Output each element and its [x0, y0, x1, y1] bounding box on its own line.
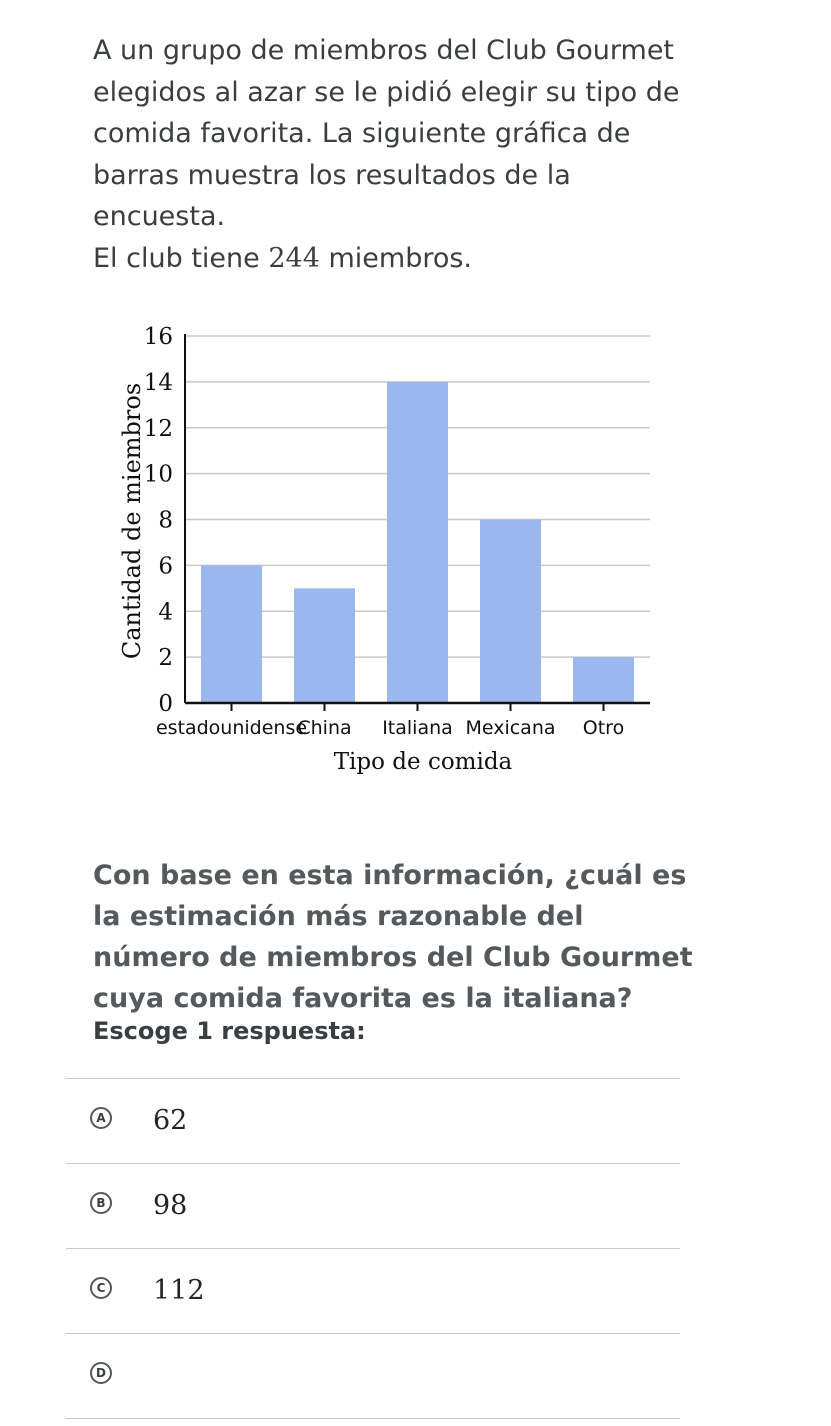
choice-a[interactable] [66, 1079, 680, 1164]
x-tick-label: Otro [582, 717, 625, 739]
y-tick-label: 2 [158, 645, 173, 672]
choice-a-value: 62 [153, 1105, 188, 1136]
choice-b-letter-icon: B [90, 1192, 112, 1214]
y-tick-label: 16 [143, 324, 173, 350]
y-tick-label: 8 [158, 507, 173, 534]
y-tick-label: 4 [158, 599, 173, 626]
intro-line-4: barras muestra los resultados de la encuesta. [93, 159, 571, 232]
y-tick-label: 6 [158, 553, 173, 580]
choice-c[interactable] [66, 1249, 680, 1334]
y-axis-label: Cantidad de miembros [118, 382, 146, 660]
intro-line-5a: El club tiene [93, 242, 269, 274]
y-tick-label: 10 [143, 461, 173, 488]
choice-c-letter-icon: C [90, 1277, 112, 1299]
intro-line-1: A un grupo de miembros del Club Gourmet [93, 35, 675, 66]
choice-a-letter-icon: A [90, 1107, 112, 1129]
bar [387, 382, 448, 703]
intro-line-3: comida favorita. La siguiente gráfica de [93, 118, 631, 149]
answer-instruction: Escoge 1 respuesta: [93, 1017, 366, 1045]
y-tick-label: 0 [158, 691, 173, 717]
chart-bars [201, 382, 634, 703]
bar [480, 520, 541, 704]
bar-chart [110, 318, 670, 788]
y-tick-labels [144, 324, 173, 717]
y-tick-label: 14 [143, 369, 173, 396]
answer-choices [66, 1078, 680, 1419]
x-tick-labels [156, 717, 624, 739]
bar [294, 588, 355, 703]
choice-d-letter-icon: D [90, 1362, 112, 1384]
question-text: Con base en esta información, ¿cuál es la estimación más razonable del número de miembros del Club Gourmet cuya comida favorita es la italiana? [93, 860, 693, 1014]
question-intro [93, 30, 693, 279]
bar [201, 565, 262, 703]
bar [573, 657, 634, 703]
member-count: 244 [268, 242, 320, 274]
x-tick-label: Italiana [382, 717, 453, 739]
intro-line-2: elegidos al azar se le pidió elegir su tipo de [93, 76, 680, 108]
x-tick-label: Mexicana [465, 717, 556, 739]
choice-d[interactable] [66, 1334, 680, 1419]
choice-c-value: 112 [153, 1275, 205, 1306]
intro-line-5b: miembros. [319, 242, 473, 274]
x-axis-label: Tipo de comida [333, 749, 513, 775]
x-tick-label: estadounidense [155, 717, 308, 739]
y-tick-label: 12 [143, 415, 173, 442]
choice-b[interactable] [66, 1164, 680, 1249]
x-tick-label: China [297, 717, 352, 739]
choice-b-value: 98 [153, 1190, 188, 1221]
